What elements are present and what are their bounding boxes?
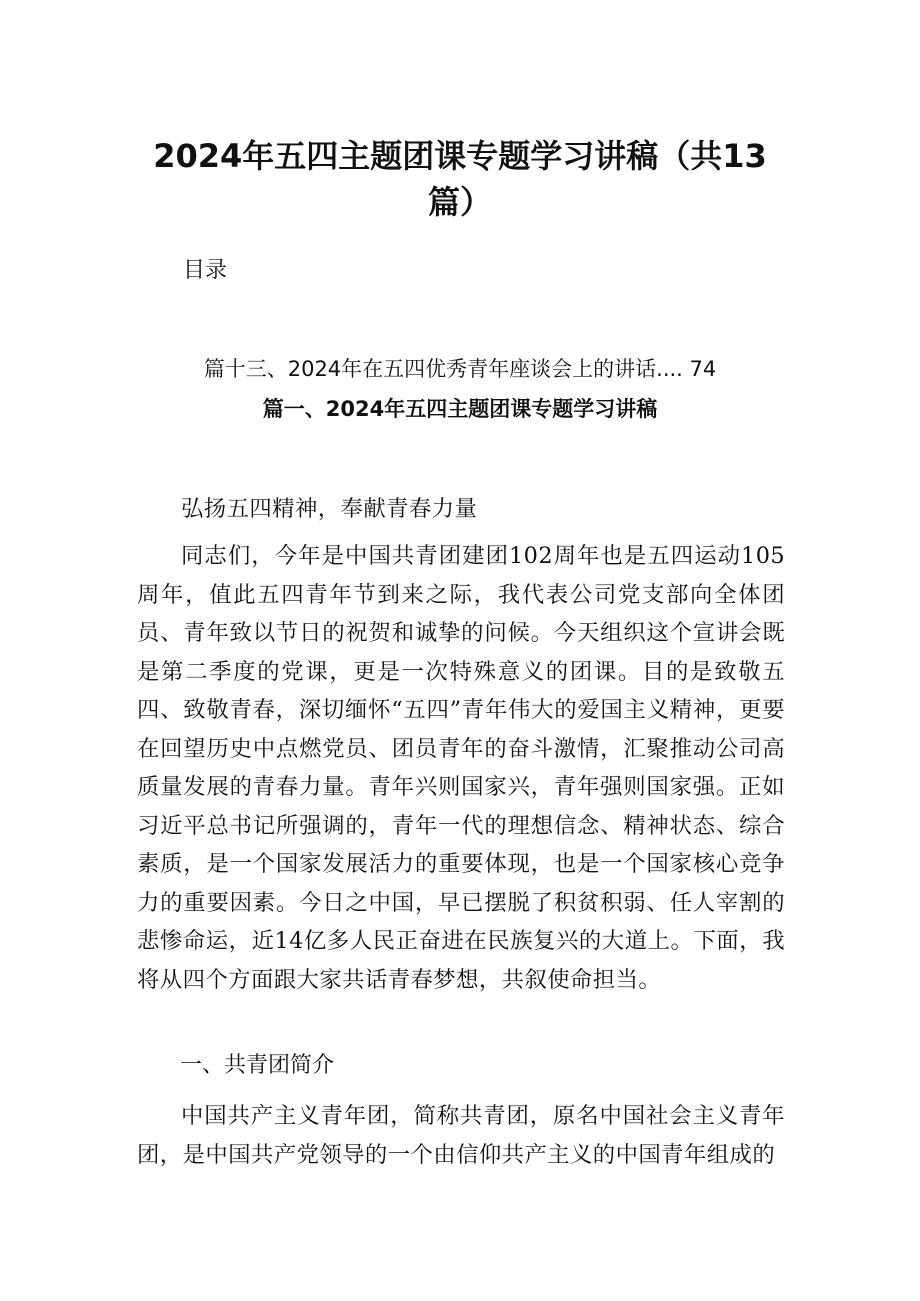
body-paragraph: 中国共产主义青年团，简称共青团，原名中国社会主义青年团，是中国共产党领导的一个由信仰共产主义的中国青年组成的 <box>137 1103 785 1168</box>
body-paragraph: 同志们，今年是中国共青团建团102周年也是五四运动105周年，值此五四青年节到来之际，我代表公司党支部向全体团员、青年致以节日的祝贺和诚挚的问候。今天组织这个宣讲会既是第二季度的党课，更是一次特殊意义的团课。目的是致敬五四、致敬青春，深切缅怀“五四”青年伟大的爱国主义精神，更要在回望历史中点燃党员、团员青年的奋斗激情，汇聚推动公司高质量发展的青春力量。青年兴则国家兴，青年强则国家强。正如习近平总书记所强调的，青年一代的理想信念、精神状态、综合素质，是一个国家发展活力的重要体现，也是一个国家核心竞争力的重要因素。今日之中国，早已摆脱了积贫积弱、任人宰割的悲惨命运，近14亿多人民正奋进在民族复兴的大道上。下面，我将从四个方面跟大家共话青春梦想，共叙使命担当。 <box>137 543 785 993</box>
title-line-1: 2024年五四主题团课专题学习讲稿（共13 <box>153 137 767 175</box>
speech-subtitle: 弘扬五四精神，奉献青春力量 <box>181 496 478 522</box>
section-heading: 一、共青团简介 <box>180 1053 335 1078</box>
toc-entry-section-heading: 篇一、2024年五四主题团课专题学习讲稿 <box>262 397 658 421</box>
toc-entry: 篇十三、2024年在五四优秀青年座谈会上的讲话.... 74 <box>203 357 717 381</box>
toc-label: 目录 <box>183 258 228 283</box>
document-title <box>150 133 770 225</box>
title-line-2: 篇） <box>427 183 492 221</box>
